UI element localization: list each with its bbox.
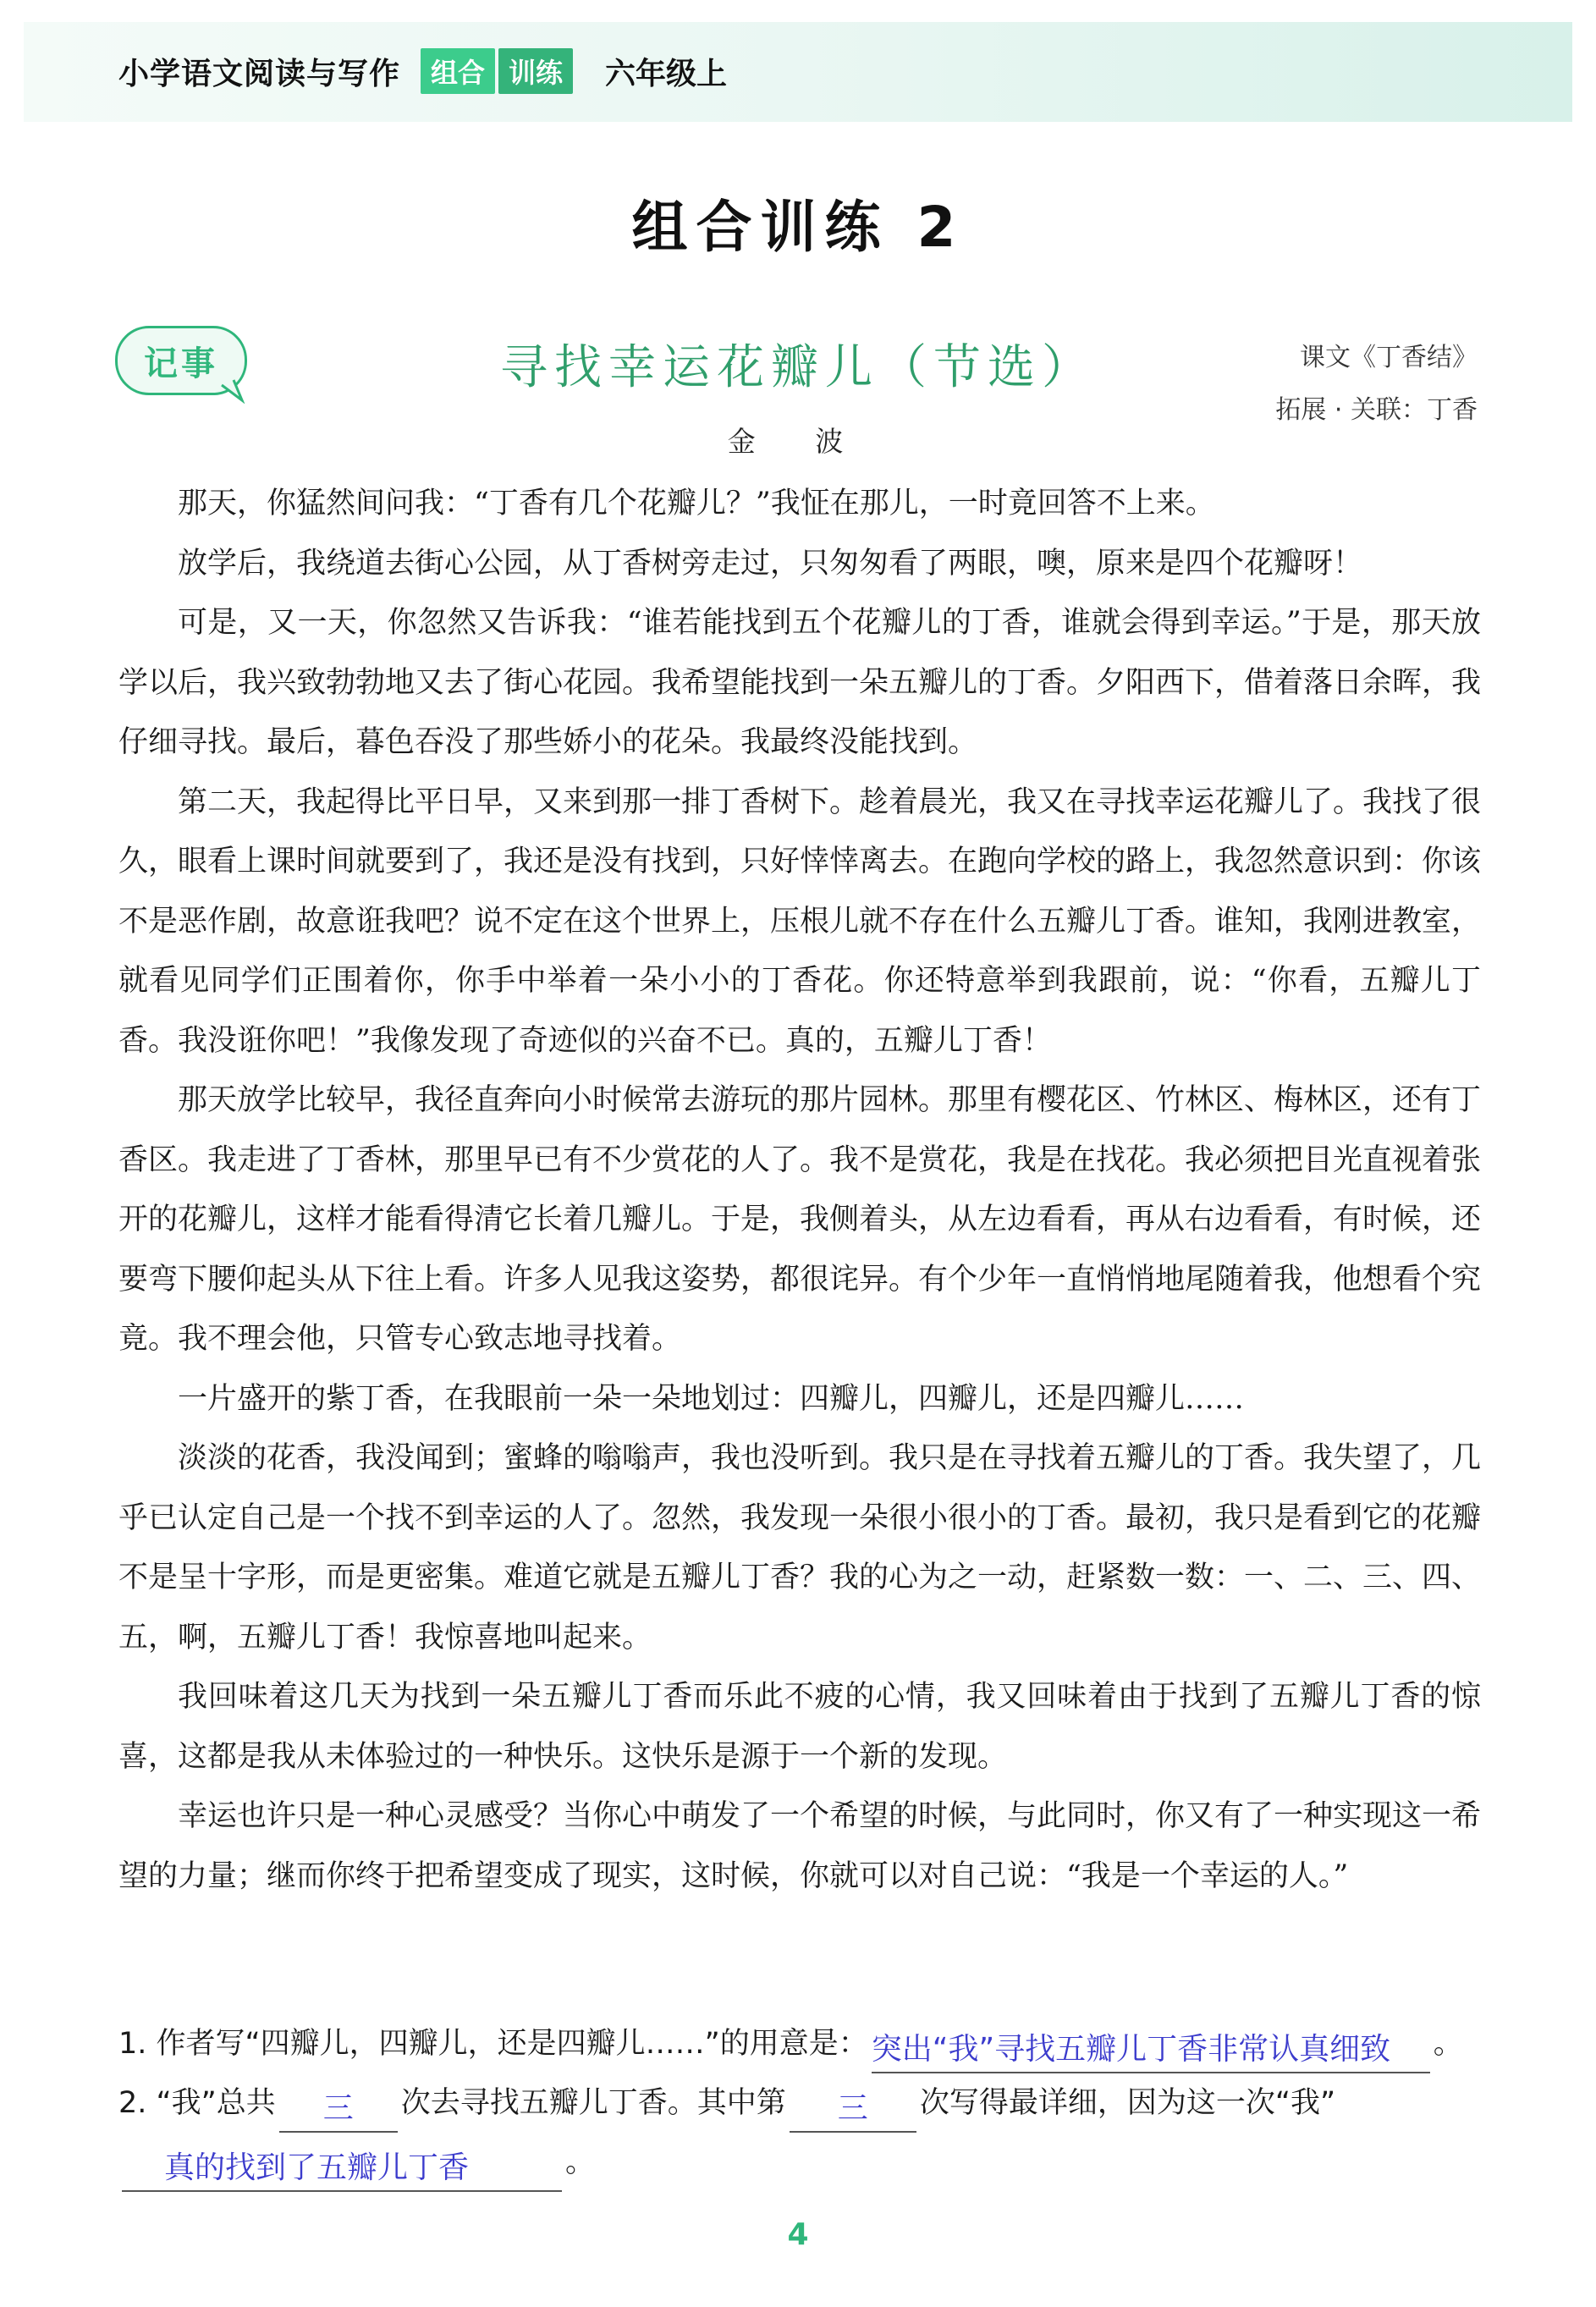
header-tag-combo: 组合 [421,48,495,94]
question-1 [118,2014,1515,2073]
page-header [118,44,727,98]
genre-badge-label: 记事 [115,326,247,395]
question-1-end: 。 [1433,2027,1463,2061]
page-title: 组合训练 2 [631,195,965,260]
question-2-part-3: 次写得最详细，因为这一次“我” [919,2086,1336,2120]
paragraph: 一片盛开的紫丁香，在我眼前一朵一朵地划过：四瓣儿，四瓣儿，还是四瓣儿…… [178,1381,1245,1416]
question-2 [118,2073,1515,2133]
paragraph: 幸运也许只是一种心灵感受？当你心中萌发了一个希望的时候，与此同时，你又有了一种实现这一希望的力量；继而你终于把希望变成了现实，这时候，你就可以对自己说：“我是一个幸运的人。” [118,1799,1482,1893]
question-2-answer-a: 三 [322,2091,354,2126]
question-2-answer-b-field[interactable] [790,2092,916,2133]
paragraph: 可是，又一天，你忽然又告诉我：“谁若能找到五个花瓣儿的丁香，谁就会得到幸运。”于是，那天放学以后，我兴致勃勃地又去了街心花园。我希望能找到一朵五瓣儿的丁香。夕阳西下，借着落日余晖，我仔细寻找。最后，暮色吞没了那些娇小的花朵。我最终没能找到。 [118,606,1482,759]
paragraph: 第二天，我起得比平日早，又来到那一排丁香树下。趁着晨光，我又在寻找幸运花瓣儿了。我找了很久，眼看上课时间就要到了，我还是没有找到，只好悻悻离去。在跑向学校的路上，我忽然意识到：你该不是恶作剧，故意诳我吧？说不定在这个世界上，压根儿就不存在什么五瓣儿丁香。谁知，我刚进教室，就看见同学们正围着你，你手中举着一朵小小的丁香花。你还特意举到我跟前，说：“你看，五瓣儿丁香。我没诳你吧！”我像发现了奇迹似的兴奋不已。真的，五瓣儿丁香！ [118,785,1482,1058]
question-2-part-1: 2. “我”总共 [118,2086,276,2120]
book-title: 小学语文阅读与写作 [118,56,401,91]
paragraph: 放学后，我绕道去街心公园，从丁香树旁走过，只匆匆看了两眼，噢，原来是四个花瓣呀！ [178,546,1363,581]
header-tags [421,48,576,94]
question-2-answer-c: 真的找到了五瓣儿丁香 [164,2150,470,2185]
page-number: 4 [787,2217,809,2252]
story-body [118,474,1481,1906]
paragraph: 我回味着这几天为找到一朵五瓣儿丁香而乐此不疲的心情，我又回味着由于找到了五瓣儿丁香的惊喜，这都是我从未体验过的一种快乐。这快乐是源于一个新的发现。 [118,1680,1481,1774]
question-2-continued [118,2133,1515,2192]
question-2-answer-a-field[interactable] [279,2092,398,2133]
source-text: 课文《丁香结》 [1300,343,1478,372]
grade-label: 六年级上 [605,56,728,91]
question-1-answer-field[interactable] [872,2033,1430,2073]
paragraph: 那天，你猛然间问我：“丁香有几个花瓣儿？”我怔在那儿，一时竟回答不上来。 [178,487,1215,520]
question-2-end: 。 [565,2145,596,2179]
paragraph: 那天放学比较早，我径直奔向小时候常去游玩的那片园林。那里有樱花区、竹林区、梅林区，还有丁香区。我走进了丁香林，那里早已有不少赏花的人了。我不是赏花，我是在找花。我必须把目光直视着张开的花瓣儿，这样才能看得清它长着几瓣儿。于是，我侧着头，从左边看看，再从右边看看，有时候，还要弯下腰仰起头从下往上看。许多人见我这姿势，都很诧异。有个少年一直悄悄地尾随着我，他想看个究竟。我不理会他，只管专心致志地寻找着。 [118,1083,1482,1356]
author-name: 金 波 [727,425,869,458]
question-1-prompt: 1. 作者写“四瓣儿，四瓣儿，还是四瓣儿……”的用意是： [118,2027,868,2061]
extension-text: 拓展 · 关联：丁香 [1275,395,1478,425]
paragraph: 淡淡的花香，我没闻到；蜜蜂的嗡嗡声，我也没听到。我只是在寻找着五瓣儿的丁香。我失望了，几乎已认定自己是一个找不到幸运的人了。忽然，我发现一朵很小很小的丁香。最初，我只是看到它的花瓣不是呈十字形，而是更密集。难道它就是五瓣儿丁香？我的心为之一动，赶紧数一数：一、二、三、四、五，啊，五瓣儿丁香！我惊喜地叫起来。 [118,1441,1482,1655]
questions-section [118,2014,1515,2192]
question-2-answer-b: 三 [837,2091,868,2126]
question-1-answer: 突出“我”寻找五瓣儿丁香非常认真细致 [871,2032,1391,2067]
header-tag-training: 训练 [498,48,573,94]
story-title: 寻找幸运花瓣儿（节选） [500,340,1096,395]
question-2-answer-c-field[interactable] [122,2151,562,2192]
question-2-part-2: 次去寻找五瓣儿丁香。其中第 [400,2086,786,2120]
